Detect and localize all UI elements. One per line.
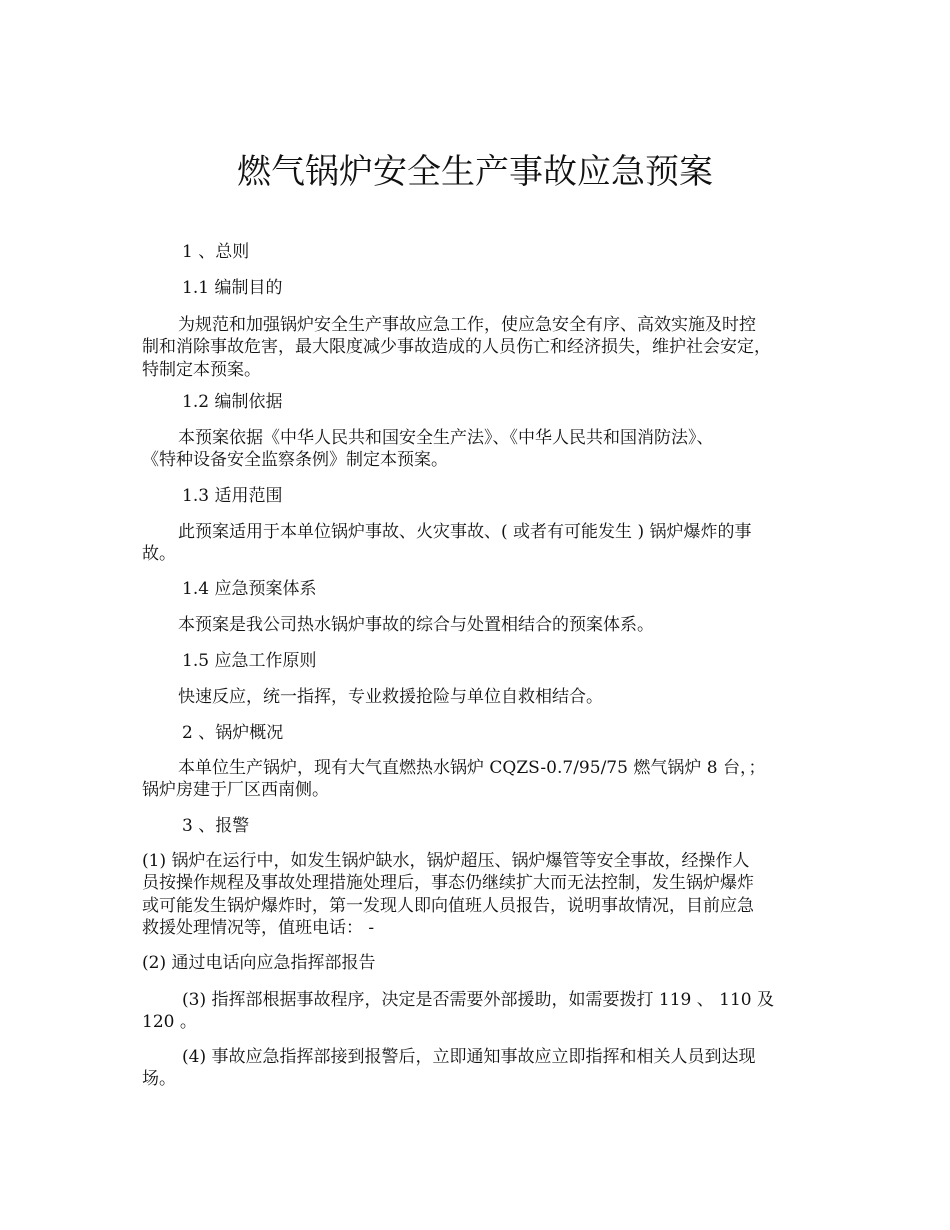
paragraph-line: 《特种设备安全监察条例》制定本预案。: [142, 450, 448, 471]
paragraph-line: (1) 锅炉在运行中，如发生锅炉缺水，锅炉超压、锅炉爆管等安全事故，经操作人: [142, 851, 750, 871]
paragraph-line: 或可能发生锅炉爆炸时，第一发现人即向值班人员报告，说明事故情况，目前应急: [142, 895, 754, 916]
paragraph-line: 本单位生产锅炉，现有大气直燃热水锅炉 CQZS-0.7/95/75 燃气锅炉 8 台，；: [178, 758, 766, 778]
paragraph-line: 特制定本预案。: [142, 359, 261, 380]
paragraph-line: 本预案依据《中华人民共和国安全生产法》、《中华人民共和国消防法》、: [178, 428, 714, 448]
paragraph-line: (4) 事故应急指挥部接到报警后，立即通知事故应立即指挥和相关人员到达现: [182, 1047, 756, 1067]
paragraph-line: 制和消除事故危害，最大限度减少事故造成的人员伤亡和经济损失，维护社会安定，: [142, 337, 771, 358]
paragraph-line: 故。: [142, 544, 176, 565]
paragraph-line: 本预案是我公司热水锅炉事故的综合与处置相结合的预案体系。: [178, 615, 654, 635]
paragraph-line: (2) 通过电话向应急指挥部报告: [142, 953, 376, 973]
section-heading: 3 、报警: [182, 816, 250, 836]
paragraph-line: 120 。: [142, 1012, 197, 1033]
document-title: 燃气锅炉安全生产事故应急预案: [237, 152, 713, 192]
paragraph-line: 为规范和加强锅炉安全生产事故应急工作，使应急安全有序、高效实施及时控: [178, 315, 756, 335]
section-heading: 1 、总则: [182, 242, 250, 262]
paragraph-line: 救援处理情况等，值班电话： -: [142, 917, 375, 938]
paragraph-line: 快速反应，统一指挥，专业救援抢险与单位自救相结合。: [178, 687, 603, 707]
section-heading: 1.2 编制依据: [182, 392, 283, 412]
paragraph-line: 员按操作规程及事故处理措施处理后，事态仍继续扩大而无法控制，发生锅炉爆炸: [142, 873, 754, 894]
paragraph-line: 锅炉房建于厂区西南侧。: [142, 780, 329, 801]
section-heading: 2 、锅炉概况: [182, 723, 284, 743]
paragraph-line: (3) 指挥部根据事故程序，决定是否需要外部援助，如需要拨打 119 、 110 及: [182, 990, 774, 1010]
section-heading: 1.4 应急预案体系: [182, 579, 317, 599]
paragraph-line: 场。: [142, 1069, 176, 1090]
paragraph-line: 此预案适用于本单位锅炉事故、火灾事故、( 或者有可能发生 ) 锅炉爆炸的事: [178, 522, 752, 542]
section-heading: 1.3 适用范围: [182, 486, 283, 506]
section-heading: 1.1 编制目的: [182, 278, 283, 298]
section-heading: 1.5 应急工作原则: [182, 651, 317, 671]
